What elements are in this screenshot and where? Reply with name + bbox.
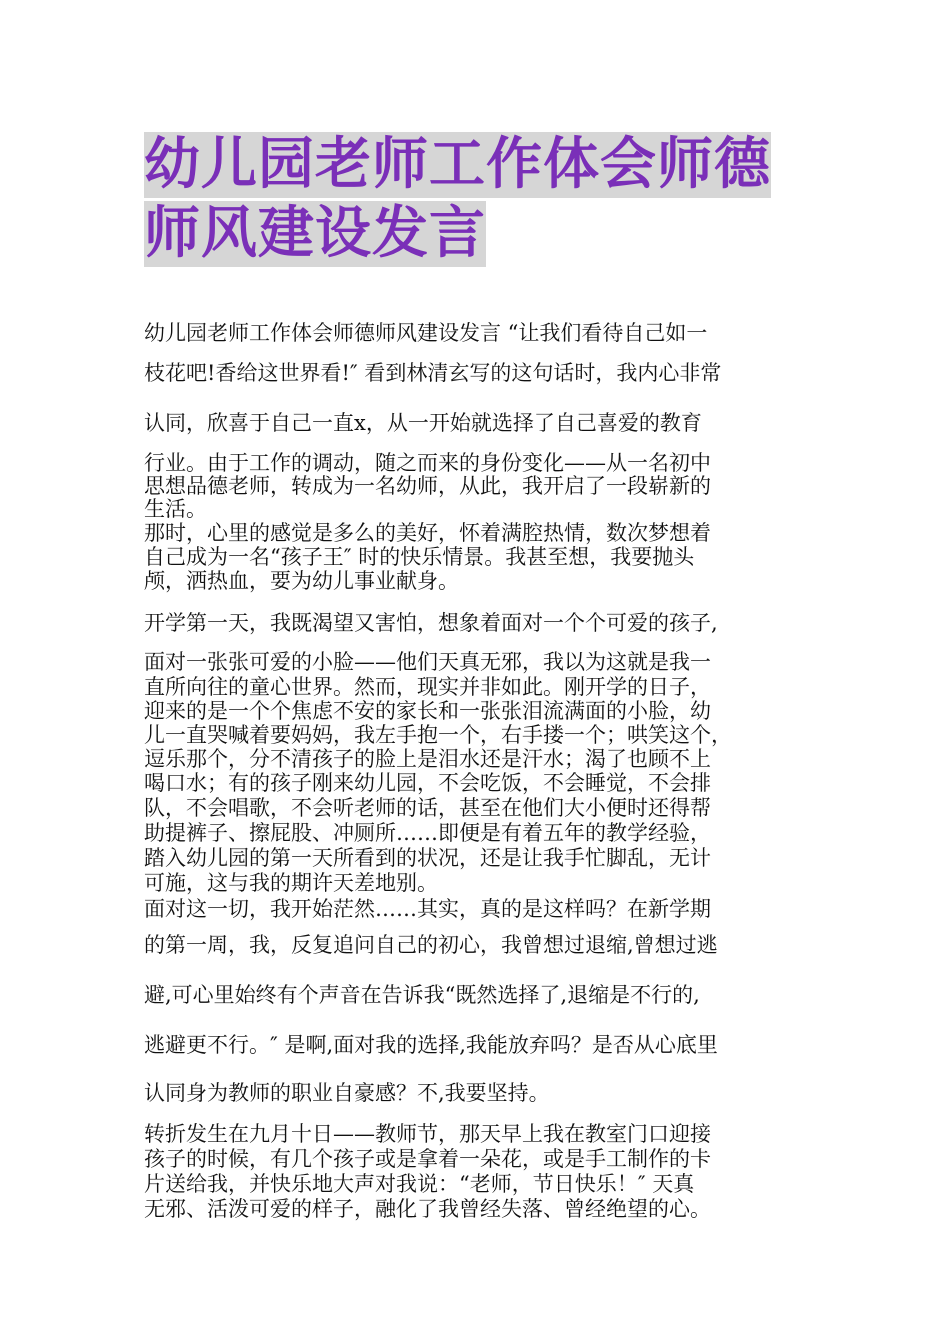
body-line: 喝口水；有的孩子刚来幼儿园，不会吃饭，不会睡觉，不会排 — [144, 771, 711, 795]
body-line: 面对这一切，我开始茫然……其实，真的是这样吗？在新学期 — [144, 897, 711, 921]
body-line: 枝花吧!香给这世界看!″ 看到林清玄写的这句话时，我内心非常 — [144, 361, 722, 385]
body-line: 那时，心里的感觉是多么的美好，怀着满腔热情，数次梦想着 — [144, 521, 711, 545]
body-line: 直所向往的童心世界。然而，现实并非如此。刚开学的日子， — [144, 675, 711, 699]
body-line: 逃避更不行。″ 是啊,面对我的选择,我能放弃吗？是否从心底里 — [144, 1033, 718, 1057]
body-line: 踏入幼儿园的第一天所看到的状况，还是让我手忙脚乱，无计 — [144, 846, 711, 870]
body-line: 避,可心里始终有个声音在告诉我“既然选择了,退缩是不行的, — [144, 983, 700, 1007]
body-line: 行业。由于工作的调动，随之而来的身份变化——从一名初中 — [144, 451, 711, 475]
body-line: 生活。 — [144, 497, 207, 521]
body-line: 认同，欣喜于自己一直ⅹ，从一开始就选择了自己喜爱的教育 — [144, 411, 702, 435]
body-line: 开学第一天，我既渴望又害怕，想象着面对一个个可爱的孩子, — [144, 611, 718, 635]
body-line: 队，不会唱歌，不会听老师的话，甚至在他们大小便时还得帮 — [144, 796, 711, 820]
title-line-2: 师风建设发言 — [144, 201, 486, 266]
body-line: 助提裤子、擦屁股、冲厕所……即便是有着五年的教学经验， — [144, 821, 711, 845]
body-line: 可施，这与我的期许天差地别。 — [144, 871, 438, 895]
body-line: 迎来的是一个个焦虑不安的家长和一张张泪流满面的小脸，幼 — [144, 699, 711, 723]
body-line: 片送给我，并快乐地大声对我说：“老师，节日快乐！″ 天真 — [144, 1172, 695, 1196]
body-line: 儿一直哭喊着要妈妈，我左手抱一个，右手搂一个；哄笑这个， — [144, 723, 732, 747]
title-line-1: 幼儿园老师工作体会师德 — [144, 132, 771, 197]
body-line: 颅，洒热血，要为幼儿事业献身。 — [144, 569, 459, 593]
body-line: 思想品德老师，转成为一名幼师，从此，我开启了一段崭新的 — [144, 474, 711, 498]
body-line: 自己成为一名“孩子王″ 时的快乐情景。我甚至想，我要抛头 — [144, 545, 695, 569]
body-line: 面对一张张可爱的小脸——他们天真无邪，我以为这就是我一 — [144, 650, 711, 674]
body-line: 无邪、活泼可爱的样子，融化了我曾经失落、曾经绝望的心。 — [144, 1197, 711, 1221]
body-line: 的第一周，我，反复追问自己的初心，我曾想过退缩,曾想过逃 — [144, 933, 718, 957]
body-line: 孩子的时候，有几个孩子或是拿着一朵花，或是手工制作的卡 — [144, 1147, 711, 1171]
body-line: 幼儿园老师工作体会师德师风建设发言 “让我们看待自己如一 — [144, 321, 708, 345]
body-line: 逗乐那个，分不清孩子的脸上是泪水还是汗水；渴了也顾不上 — [144, 747, 711, 771]
body-line: 认同身为教师的职业自豪感？不,我要坚持。 — [144, 1081, 550, 1105]
body-line: 转折发生在九月十日——教师节，那天早上我在教室门口迎接 — [144, 1122, 711, 1146]
